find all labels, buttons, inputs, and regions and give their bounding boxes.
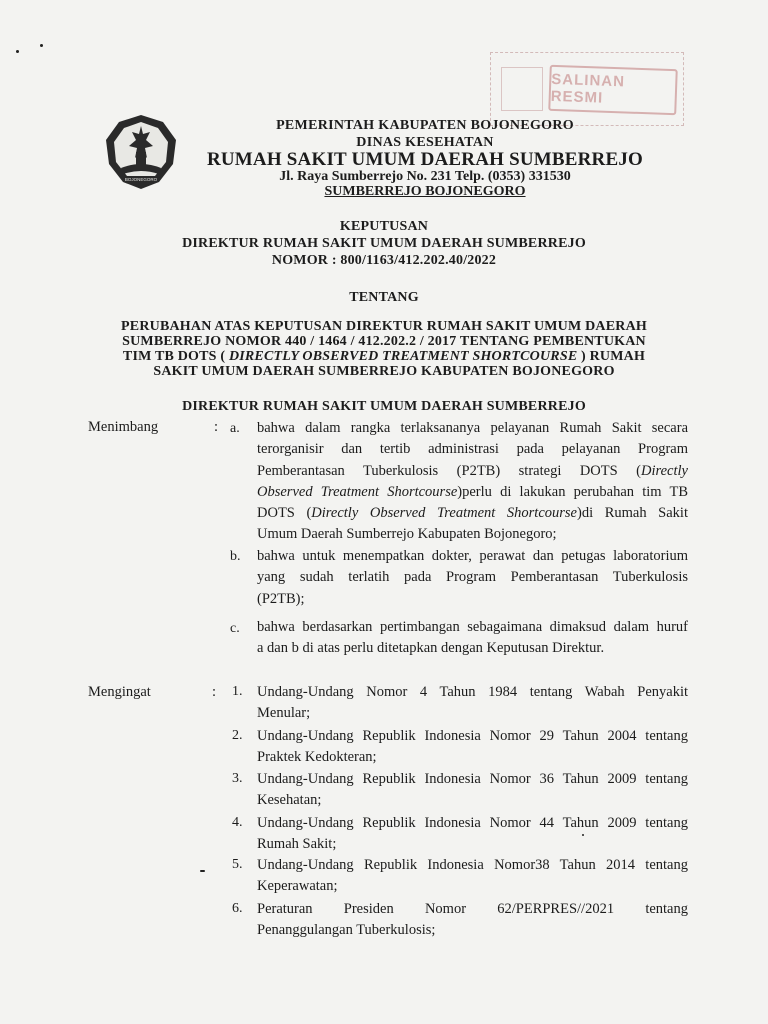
- item-marker: 4.: [232, 815, 243, 830]
- menimbang-item-b: bahwa untuk menempatkan dokter, perawat dan petugas laboratorium yang sudah terlatih pada Program Pemberantasan Tuberkulosis (P2TB);: [257, 548, 688, 607]
- mengingat-colon: :: [212, 684, 217, 700]
- speck: [200, 870, 205, 872]
- letterhead-address: Jl. Raya Sumberrejo No. 231 Telp. (0353) 331530: [279, 169, 571, 184]
- item-marker: 5.: [232, 857, 243, 872]
- mengingat-label: Mengingat: [88, 684, 151, 700]
- director-heading: DIREKTUR RUMAH SAKIT UMUM DAERAH SUMBERREJO: [182, 399, 586, 414]
- subject-line: PERUBAHAN ATAS KEPUTUSAN DIREKTUR RUMAH SAKIT UMUM DAERAH: [121, 319, 647, 334]
- decree-issuer: DIREKTUR RUMAH SAKIT UMUM DAERAH SUMBERREJO: [182, 236, 586, 251]
- stamp-box: [501, 67, 543, 111]
- item-marker: 6.: [232, 901, 243, 916]
- decree-about: TENTANG: [349, 290, 419, 305]
- mengingat-item: Peraturan Presiden Nomor 62/PERPRES//2021 tentang Penanggulangan Tuberkulosis;: [257, 901, 688, 939]
- menimbang-item-c: bahwa berdasarkan pertimbangan sebagaimana dimaksud dalam huruf a dan b di atas perlu ditetapkan dengan Keputusan Direktur.: [257, 619, 688, 657]
- speck: [40, 44, 43, 47]
- decree-number: NOMOR : 800/1163/412.202.40/2022: [271, 253, 497, 268]
- stamp-text: SALINAN RESMI: [548, 65, 678, 115]
- decree-kind: KEPUTUSAN: [339, 219, 429, 234]
- item-marker: 1.: [232, 684, 243, 699]
- mengingat-item: Undang-Undang Republik Indonesia Nomor 29 Tahun 2004 tentang Praktek Kedokteran;: [257, 728, 688, 766]
- logo-text: BOJONEGORO: [124, 177, 158, 182]
- menimbang-label: Menimbang: [88, 419, 159, 435]
- menimbang-colon: :: [214, 419, 219, 435]
- letterhead-department: DINAS KESEHATAN: [356, 135, 494, 150]
- item-marker: a.: [230, 421, 240, 436]
- bojonegoro-regency-emblem-icon: [103, 112, 179, 192]
- subject-line: TIM TB DOTS ( DIRECTLY OBSERVED TREATMENT SHORTCOURSE ) RUMAH: [122, 349, 646, 364]
- mengingat-item: Undang-Undang Republik Indonesia Nomor 36 Tahun 2009 tentang Kesehatan;: [257, 771, 688, 809]
- speck: [16, 50, 19, 53]
- mengingat-item: Undang-Undang Republik Indonesia Nomor38 Tahun 2014 tentang Keperawatan;: [257, 857, 688, 895]
- mengingat-item: Undang-Undang Republik Indonesia Nomor 44 Tahun 2009 tentang Rumah Sakit;: [257, 815, 688, 853]
- item-marker: 2.: [232, 728, 243, 743]
- menimbang-item-a: bahwa dalam rangka terlaksananya pelayanan Rumah Sakit secara terorganisir dan tertib administrasi pada pelayanan Program Pemberantasan Tuberkulosis (P2TB) strategi DOTS (Directly Observed Treatment Shortcourse)perlu di lakukan perubahan tim TB DOTS (Directly Observed Treatment Shortcourse)di Rumah Sakit Umum Daerah Sumberrejo Kabupaten Bojonegoro;: [257, 420, 688, 543]
- letterhead-government: PEMERINTAH KABUPATEN BOJONEGORO: [276, 118, 574, 133]
- item-marker: 3.: [232, 771, 243, 786]
- letterhead-city: SUMBERREJO BOJONEGORO: [324, 184, 526, 199]
- item-marker: b.: [230, 549, 241, 564]
- letterhead-hospital: RUMAH SAKIT UMUM DAERAH SUMBERREJO: [206, 149, 644, 170]
- official-copy-stamp: [490, 52, 684, 126]
- subject-line: SAKIT UMUM DAERAH SUMBERREJO KABUPATEN BOJONEGORO: [153, 364, 615, 379]
- item-marker: c.: [230, 621, 240, 636]
- mengingat-item: Undang-Undang Nomor 4 Tahun 1984 tentang Wabah Penyakit Menular;: [257, 684, 688, 722]
- subject-line: SUMBERREJO NOMOR 440 / 1464 / 412.202.2 / 2017 TENTANG PEMBENTUKAN: [122, 334, 646, 349]
